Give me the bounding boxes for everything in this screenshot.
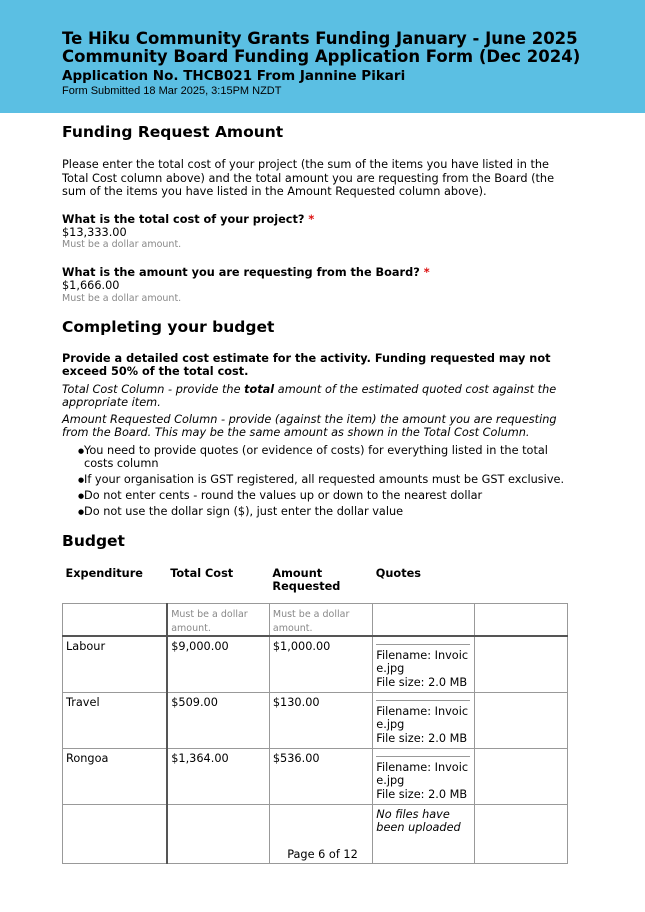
list-item: ● You need to provide quotes (or evidence of costs) for everything listed in the total costs column	[62, 444, 567, 470]
budget-heading: Budget	[62, 531, 125, 550]
table-header-row	[63, 564, 568, 604]
list-item: ● Do not use the dollar sign ($), just enter the dollar value	[62, 505, 567, 518]
amount-requested-question	[62, 266, 567, 305]
table-row: Rongoa $1,364.00 $536.00 Filename: Invoice.jpg File size: 2.0 MB	[63, 748, 568, 804]
required-mark: *	[308, 212, 315, 226]
budget-table	[62, 564, 568, 864]
total-cost-column-hint: Must be a dollar amount.	[171, 608, 248, 634]
column-header: Expenditure	[65, 566, 143, 580]
file-attachment[interactable]: Filename: Invoice.jpg File size: 2.0 MB	[376, 756, 469, 802]
total-cost-hint: Must be a dollar amount.	[62, 239, 182, 250]
quote-cell	[373, 692, 474, 748]
no-files-text: No files have been uploaded	[373, 804, 474, 863]
application-number: Application No. THCB021 From Jannine Pikari	[62, 68, 406, 84]
total-cost-question	[62, 213, 567, 252]
submitted-timestamp: Form Submitted 18 Mar 2025, 3:15PM NZDT	[62, 85, 282, 97]
column-header: Quotes	[375, 566, 421, 580]
quote-cell	[373, 748, 474, 804]
file-attachment[interactable]: Filename: Invoice.jpg File size: 2.0 MB	[376, 700, 469, 746]
form-title-line2: Community Board Funding Application Form (Dec 2024)	[62, 47, 581, 66]
table-row: Travel $509.00 $130.00 Filename: Invoice.jpg File size: 2.0 MB	[63, 692, 568, 748]
column-header: Amount Requested	[272, 566, 341, 593]
budget-rules-list	[62, 444, 567, 518]
table-hint-row	[63, 603, 568, 636]
amount-requested-value: $1,666.00	[62, 279, 120, 292]
amount-column-hint: Must be a dollar amount.	[272, 608, 350, 634]
funding-heading: Funding Request Amount	[62, 123, 284, 141]
page-number: Page 6 of 12	[287, 848, 358, 861]
form-header	[0, 0, 645, 113]
amount-requested-hint: Must be a dollar amount.	[62, 292, 182, 304]
amount-column-note: Amount Requested Column - provide (against the item) the amount you are requesting from the Board. This may be the same amount as shown in the Total Cost Column.	[62, 412, 557, 439]
list-item: ● If your organisation is GST registered, all requested amounts must be GST exclusive.	[62, 473, 567, 486]
table-row: Labour $9,000.00 $1,000.00 Filename: Invoice.jpg File size: 2.0 MB	[63, 636, 568, 693]
completing-budget-heading: Completing your budget	[62, 317, 275, 336]
budget-bold-note: Provide a detailed cost estimate for the activity. Funding requested may not exceed 50% of the total cost.	[62, 351, 551, 378]
column-header-empty	[474, 564, 567, 604]
quote-cell	[373, 636, 474, 693]
file-attachment[interactable]: Filename: Invoice.jpg File size: 2.0 MB	[376, 644, 469, 690]
funding-intro: Please enter the total cost of your project (the sum of the items you have listed in the Total Cost column above) and the total amount you are requesting from the Board (the sum of the items you have listed in the Amount Requested column above).	[62, 158, 555, 198]
total-cost-label: What is the total cost of your project?	[62, 212, 305, 226]
list-item: ● Do not enter cents - round the values up or down to the nearest dollar	[62, 489, 567, 502]
total-column-note: Total Cost Column - provide the total amount of the estimated quoted cost against the appropriate item.	[62, 382, 557, 409]
form-title-line1: Te Hiku Community Grants Funding January - June 2025	[62, 29, 578, 48]
required-mark: *	[423, 266, 430, 279]
amount-requested-label: What is the amount you are requesting from the Board?	[62, 266, 420, 279]
column-header: Total Cost	[170, 566, 234, 580]
total-cost-value: $13,333.00	[62, 225, 127, 239]
